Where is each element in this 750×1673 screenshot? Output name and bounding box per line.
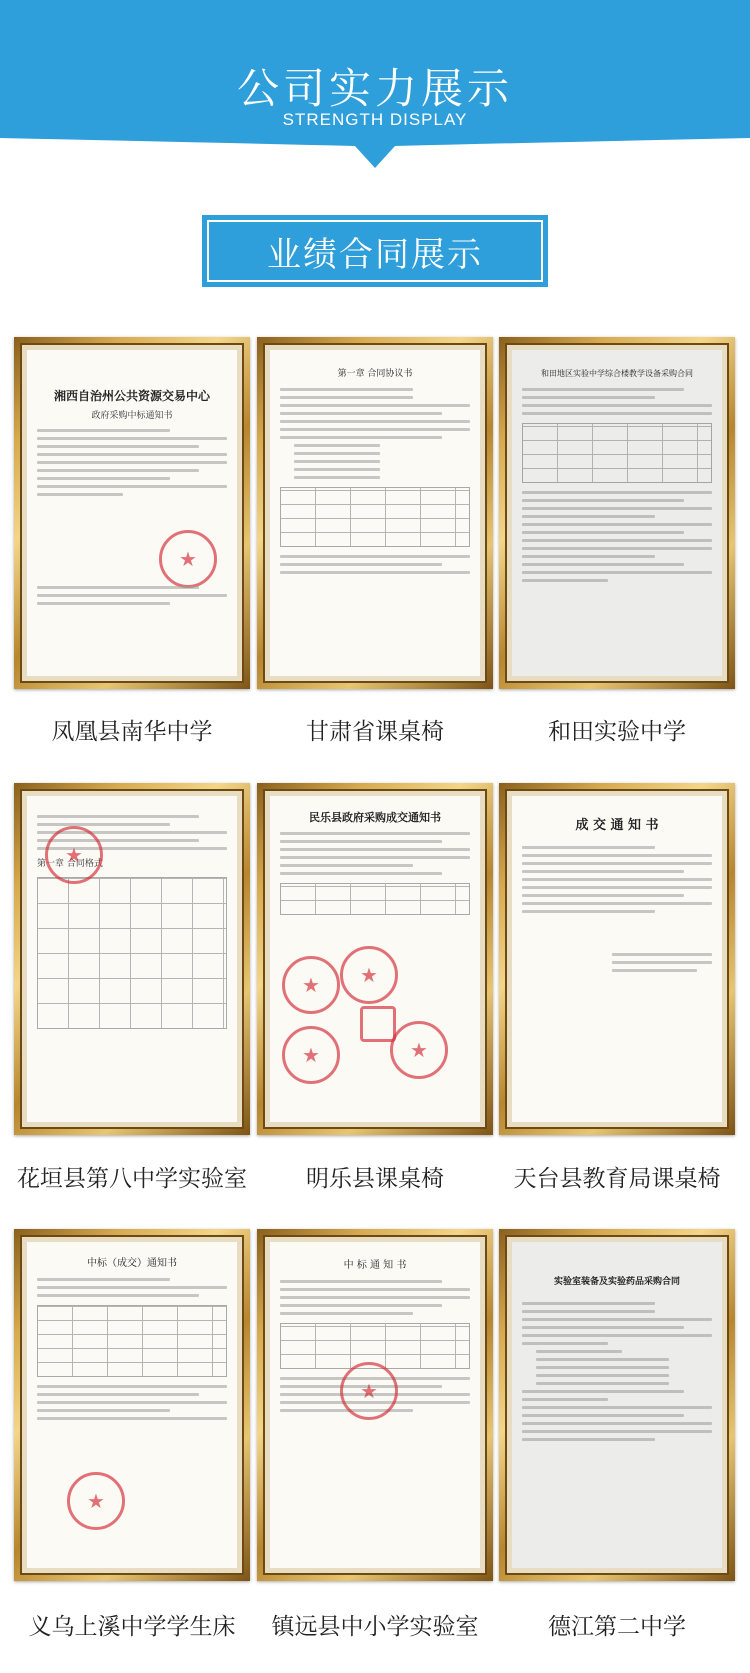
section-title: 业绩合同展示 (207, 220, 543, 282)
certificate-caption-6: 天台县教育局课桌椅 (513, 1166, 721, 1192)
certificate-caption-5: 明乐县课桌椅 (306, 1166, 444, 1192)
certificate-frame-3 (499, 337, 735, 689)
certificate-caption-2: 甘肃省课桌椅 (306, 719, 444, 745)
doc-header: 实验室装备及实验药品采购合同 (553, 1277, 680, 1287)
certificate-document (512, 796, 722, 1122)
doc-title: 第一章 合同格式 (37, 859, 103, 869)
certificate-frame-7 (14, 1229, 250, 1581)
certificate-document (512, 350, 722, 676)
banner-title: 公司实力展示 (236, 64, 513, 113)
certificate-caption-1: 凤凰县南华中学 (51, 719, 213, 745)
doc-title: 政府采购中标通知书 (91, 411, 173, 421)
banner-subtitle: STRENGTH DISPLAY (282, 110, 468, 129)
doc-header: 中标（成交）通知书 (87, 1258, 177, 1269)
certificate-frame-1 (14, 337, 250, 689)
certificate-caption-3: 和田实验中学 (548, 719, 686, 745)
contract-table (37, 1305, 227, 1377)
certificate-frame-6 (499, 783, 735, 1135)
certificate-frame-2 (257, 337, 493, 689)
certificate-document (270, 796, 480, 1122)
red-seal (282, 956, 340, 1014)
certificate-frame-4 (14, 783, 250, 1135)
certificate-document (270, 350, 480, 676)
red-seal (45, 826, 103, 884)
red-seal (282, 1026, 340, 1084)
contract-table (280, 883, 470, 915)
red-seal (390, 1021, 448, 1079)
certificate-document (27, 796, 237, 1122)
red-seal (340, 1362, 398, 1420)
red-seal (159, 530, 217, 588)
contract-table (280, 487, 470, 547)
header-banner (0, 0, 750, 180)
contract-table (522, 423, 712, 483)
certificate-document (270, 1242, 480, 1568)
certificate-caption-7: 义乌上溪中学学生床 (28, 1614, 236, 1640)
certificate-document (27, 1242, 237, 1568)
doc-header: 湘西自治州公共资源交易中心 (53, 389, 210, 403)
certificate-frame-5 (257, 783, 493, 1135)
certificate-frame-8 (257, 1229, 493, 1581)
doc-header: 中 标 通 知 书 (343, 1260, 407, 1271)
certificate-caption-8: 镇远县中小学实验室 (271, 1614, 479, 1640)
doc-header: 第一章 合同协议书 (337, 369, 413, 379)
red-seal (67, 1472, 125, 1530)
doc-header: 成 交 通 知 书 (575, 818, 659, 833)
red-seal (340, 946, 398, 1004)
doc-header: 和田地区实验中学综合楼教学设备采购合同 (541, 369, 693, 378)
certificate-document (512, 1242, 722, 1568)
contract-table (37, 877, 227, 1029)
certificate-caption-4: 花垣县第八中学实验室 (17, 1166, 247, 1192)
red-stamp (360, 1006, 396, 1042)
certificate-caption-9: 德江第二中学 (548, 1614, 686, 1640)
certificate-frame-9 (499, 1229, 735, 1581)
doc-header: 民乐县政府采购成交通知书 (309, 811, 441, 824)
section-title-box (202, 215, 548, 287)
certificate-document (27, 350, 237, 676)
